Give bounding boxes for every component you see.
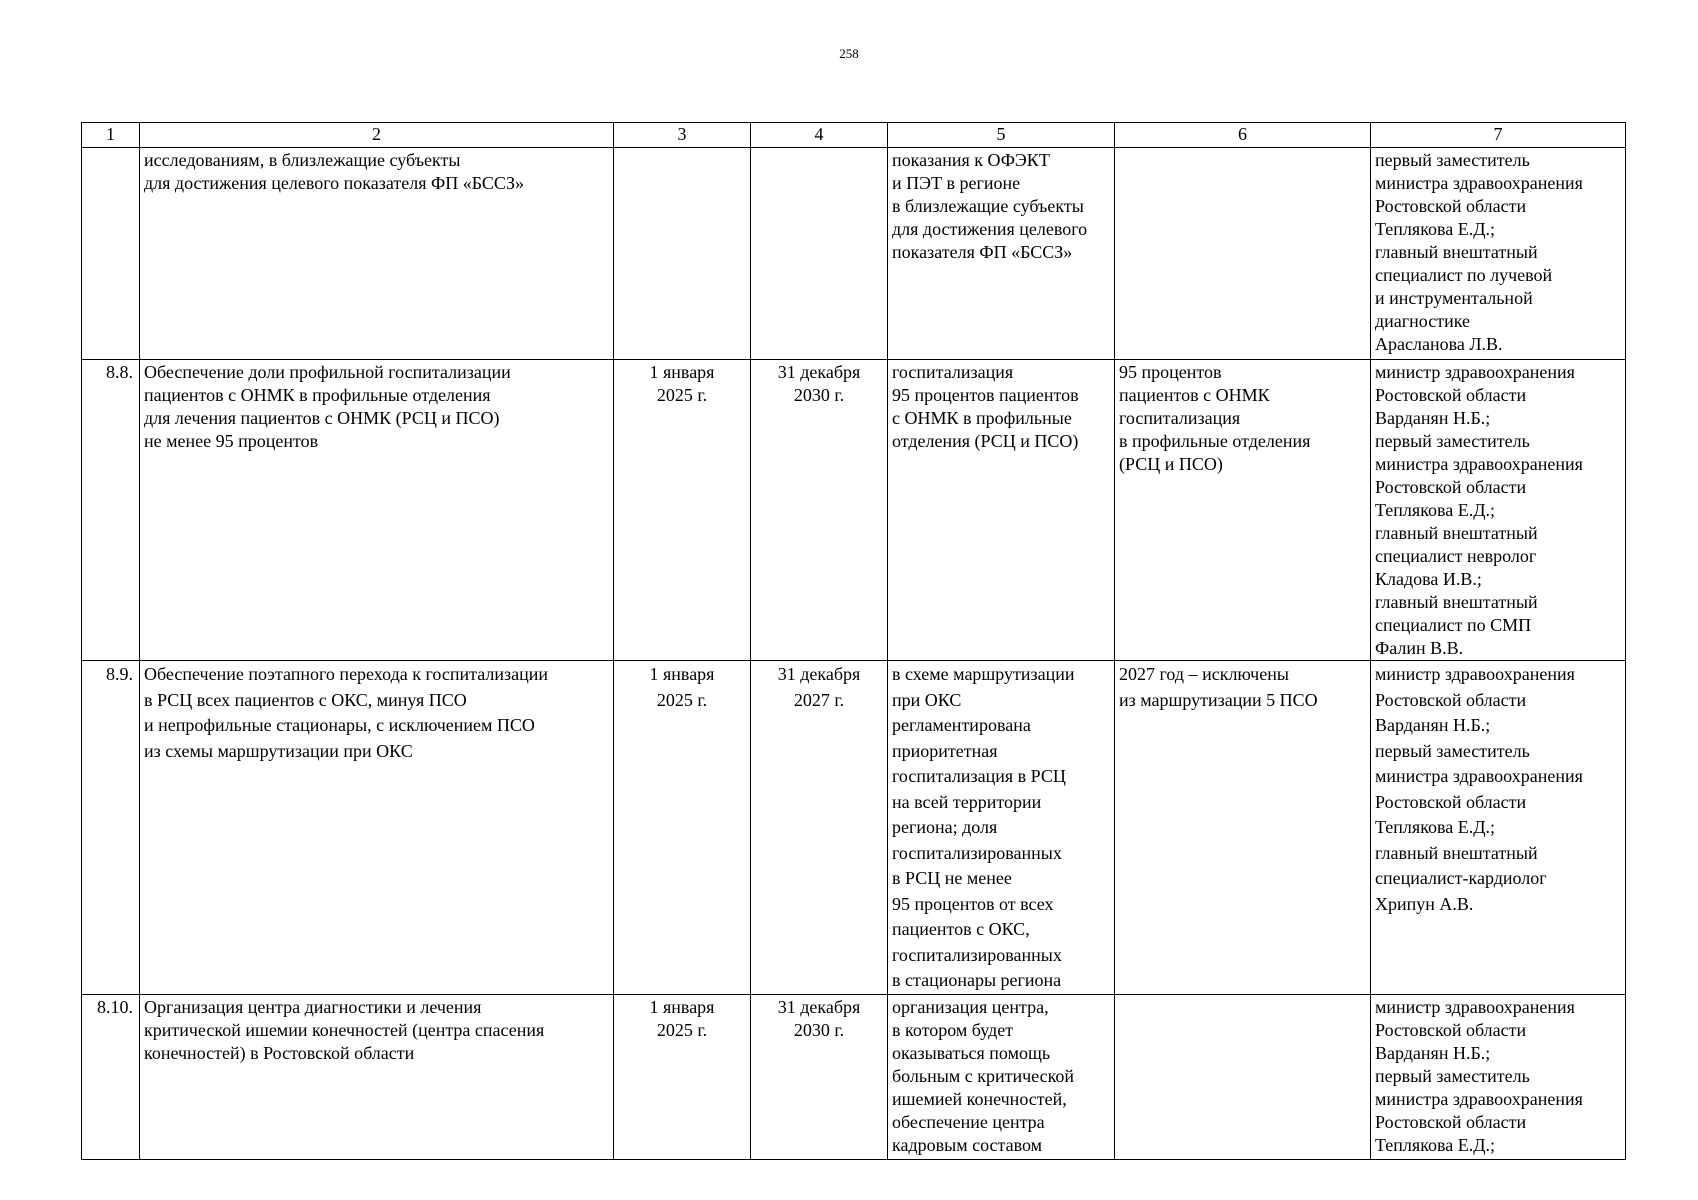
- header-col-5: 5: [888, 123, 1115, 148]
- start-date-cell: 1 января 2025 г.: [614, 994, 751, 1159]
- responsible-cell: первый заместитель министра здравоохранения Ростовской области Теплякова Е.Д.; главный внештатный специалист по лучевой и инструментальной диагностике Арасланова Л.В.: [1371, 148, 1626, 360]
- header-col-1: 1: [82, 123, 140, 148]
- measures-table: [81, 122, 1626, 1160]
- end-date-cell: 31 декабря 2027 г.: [751, 661, 888, 995]
- table-row: [82, 360, 1626, 661]
- start-date-cell: 1 января 2025 г.: [614, 661, 751, 995]
- responsible-cell: министр здравоохранения Ростовской области Варданян Н.Б.; первый заместитель министра здравоохранения Ростовской области Теплякова Е.Д.; главный внештатный специалист невролог Кладова И.В.; главный внештатный специалист по СМП Фалин В.В.: [1371, 360, 1626, 661]
- header-col-2: 2: [140, 123, 614, 148]
- start-date-cell: [614, 148, 751, 360]
- result-cell: показания к ОФЭКТ и ПЭТ в регионе в близлежащие субъекты для достижения целевого показателя ФП «БССЗ»: [888, 148, 1115, 360]
- row-number-cell: [82, 148, 140, 360]
- header-col-3: 3: [614, 123, 751, 148]
- row-number-cell: 8.8.: [82, 360, 140, 661]
- result-cell: в схеме маршрутизации при ОКС регламентирована приоритетная госпитализация в РСЦ на всей территории региона; доля госпитализированных в РСЦ не менее 95 процентов от всех пациентов с ОКС, госпитализированных в стационары региона: [888, 661, 1115, 995]
- header-col-7: 7: [1371, 123, 1626, 148]
- event-cell: Обеспечение доли профильной госпитализации пациентов с ОНМК в профильные отделения для лечения пациентов с ОНМК (РСЦ и ПСО) не менее 95 процентов: [140, 360, 614, 661]
- table-row: [82, 994, 1626, 1159]
- end-date-cell: 31 декабря 2030 г.: [751, 360, 888, 661]
- indicator-cell: 95 процентов пациентов с ОНМК госпитализация в профильные отделения (РСЦ и ПСО): [1115, 360, 1371, 661]
- indicator-cell: [1115, 148, 1371, 360]
- header-col-4: 4: [751, 123, 888, 148]
- end-date-cell: [751, 148, 888, 360]
- result-cell: госпитализация 95 процентов пациентов с ОНМК в профильные отделения (РСЦ и ПСО): [888, 360, 1115, 661]
- row-number-cell: 8.9.: [82, 661, 140, 995]
- indicator-cell: 2027 год – исключены из маршрутизации 5 ПСО: [1115, 661, 1371, 995]
- event-cell: Организация центра диагностики и лечения критической ишемии конечностей (центра спасения конечностей) в Ростовской области: [140, 994, 614, 1159]
- event-cell: исследованиям, в близлежащие субъекты для достижения целевого показателя ФП «БССЗ»: [140, 148, 614, 360]
- table-row: [82, 148, 1626, 360]
- start-date-cell: 1 января 2025 г.: [614, 360, 751, 661]
- event-cell: Обеспечение поэтапного перехода к госпитализации в РСЦ всех пациентов с ОКС, минуя ПСО и непрофильные стационары, с исключением ПСО из схемы маршрутизации при ОКС: [140, 661, 614, 995]
- result-cell: организация центра, в котором будет оказываться помощь больным с критической ишемией конечностей, обеспечение центра кадровым составом: [888, 994, 1115, 1159]
- header-col-6: 6: [1115, 123, 1371, 148]
- row-number-cell: 8.10.: [82, 994, 140, 1159]
- indicator-cell: [1115, 994, 1371, 1159]
- responsible-cell: министр здравоохранения Ростовской области Варданян Н.Б.; первый заместитель министра здравоохранения Ростовской области Теплякова Е.Д.; главный внештатный специалист-кардиолог Хрипун А.В.: [1371, 661, 1626, 995]
- responsible-cell: министр здравоохранения Ростовской области Варданян Н.Б.; первый заместитель министра здравоохранения Ростовской области Теплякова Е.Д.;: [1371, 994, 1626, 1159]
- end-date-cell: 31 декабря 2030 г.: [751, 994, 888, 1159]
- table-header-row: [82, 123, 1626, 148]
- page-number: 258: [839, 46, 859, 61]
- table-row: [82, 661, 1626, 995]
